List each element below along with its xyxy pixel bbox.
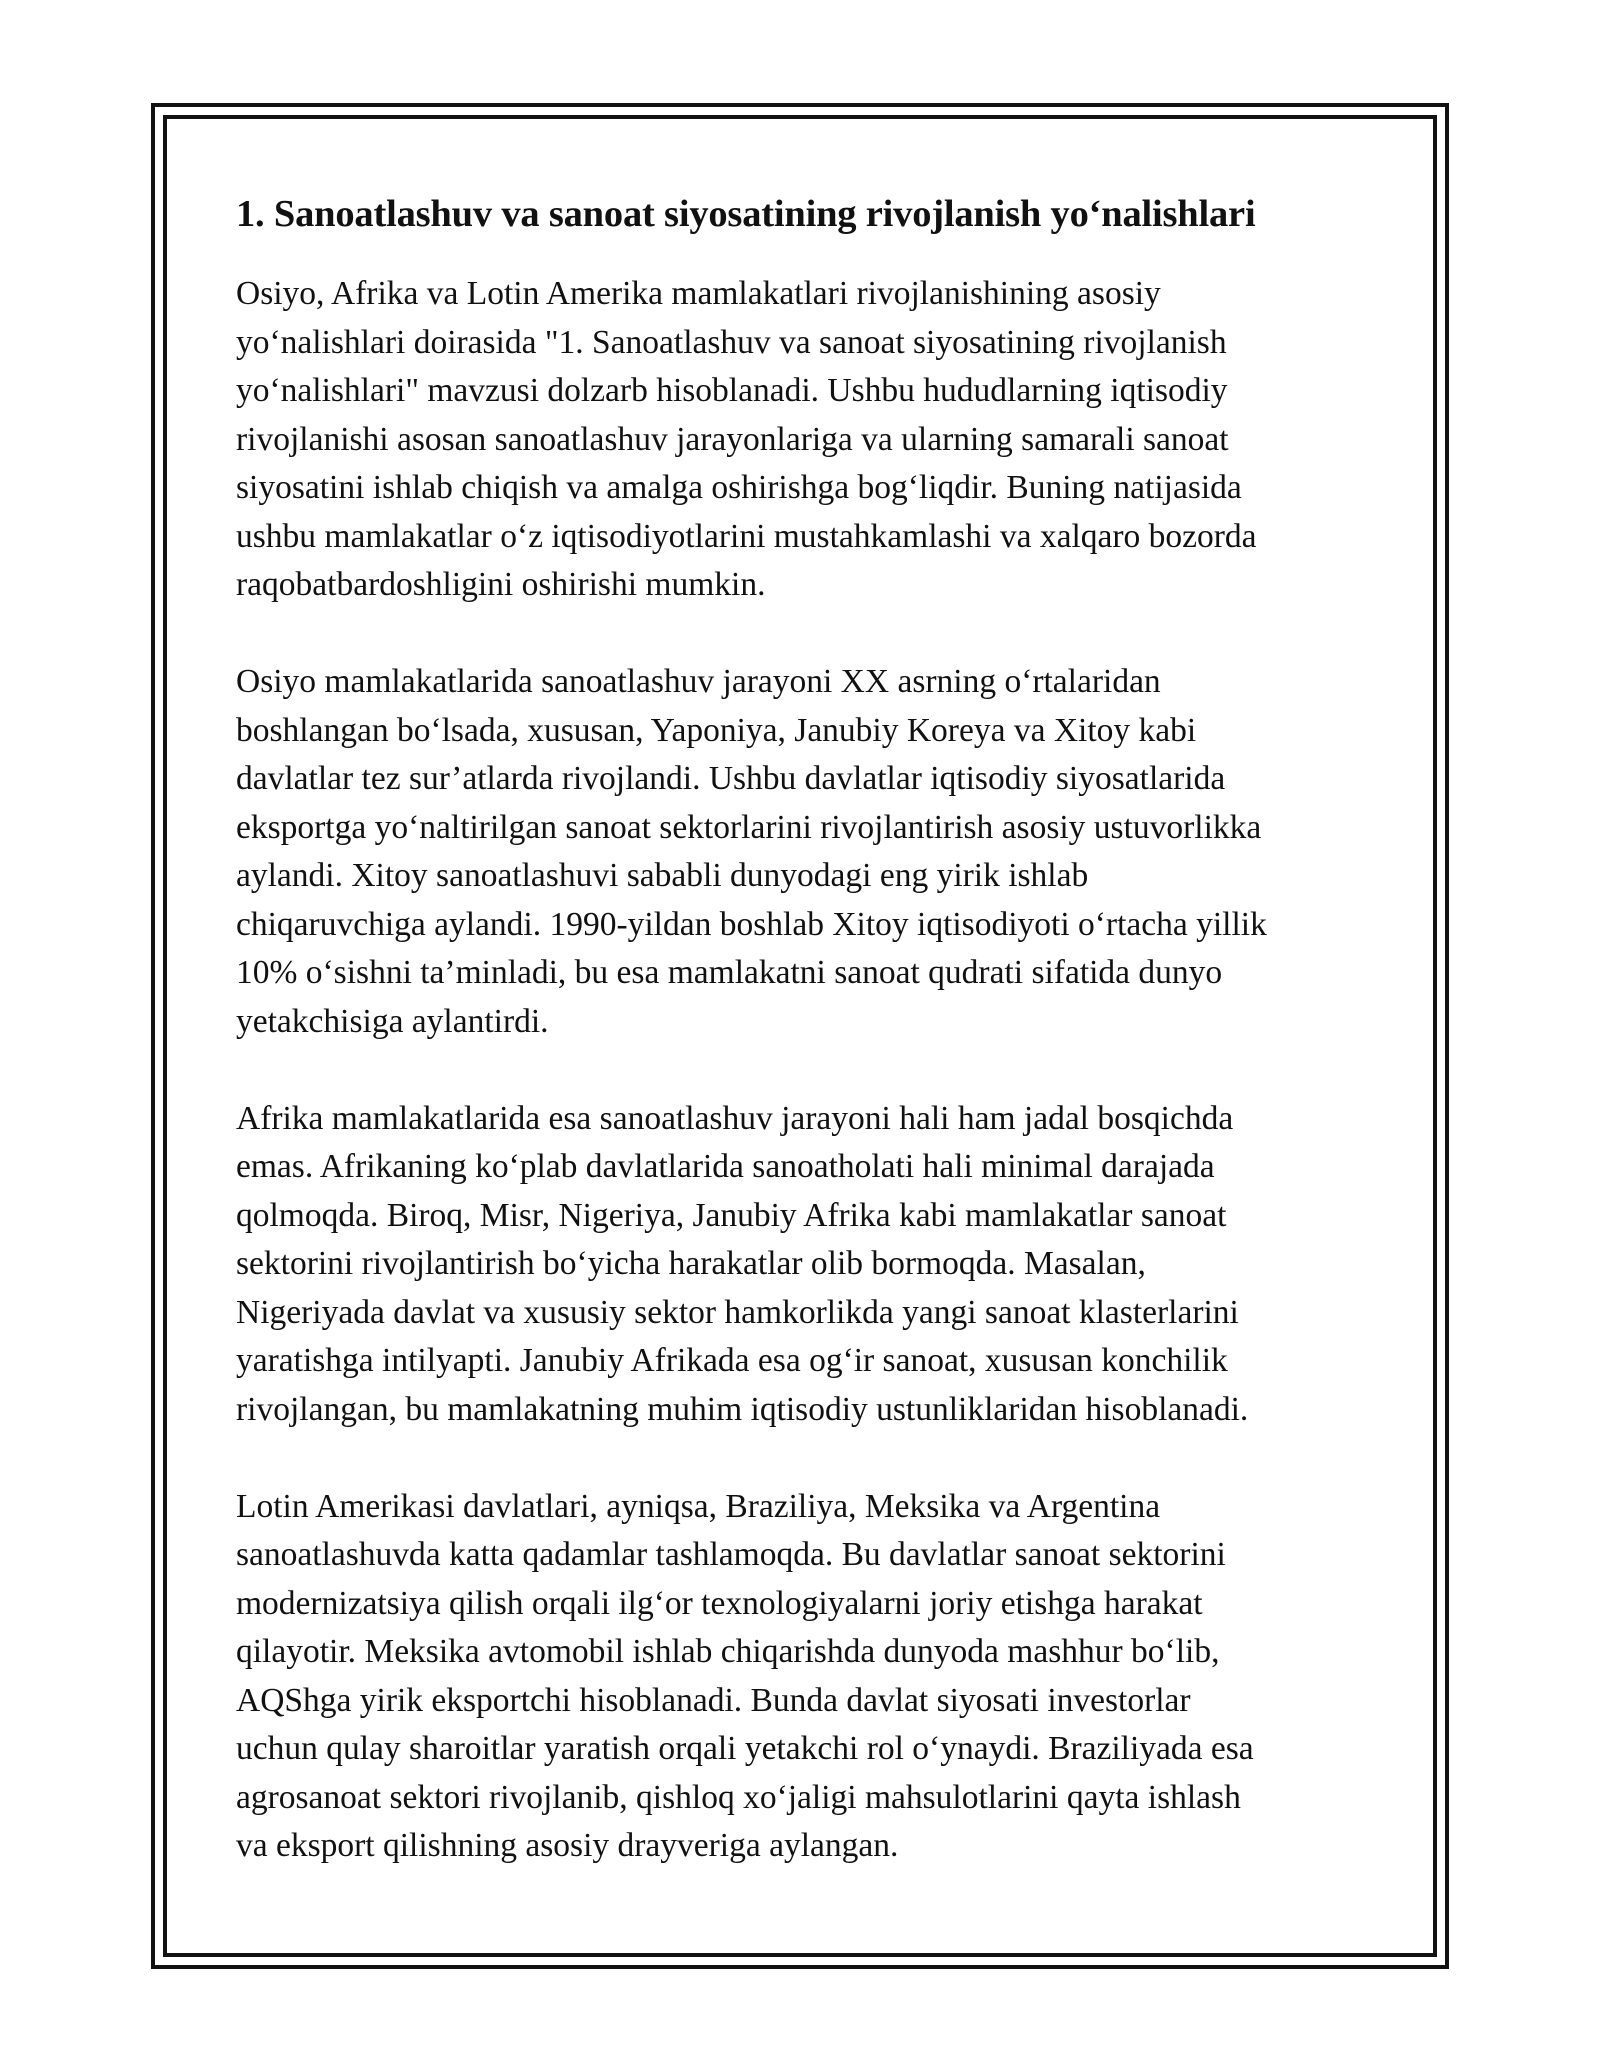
paragraph-line: raqobatbardoshligini oshirishi mumkin. xyxy=(236,566,766,603)
paragraph-line: chiqaruvchiga aylandi. 1990-yildan boshlab Xitoy iqtisodiyoti o‘rtacha yillik xyxy=(236,905,1267,943)
paragraph-line: emas. Afrikaning ko‘plab davlatlarida sanoatholati hali minimal darajada xyxy=(236,1148,1215,1185)
paragraph xyxy=(236,1483,1376,1871)
paragraph-line: rivojlangan, bu mamlakatning muhim iqtisodiy ustunliklaridan hisoblanadi. xyxy=(236,1390,1249,1428)
section-heading: 1. Sanoatlashuv va sanoat siyosatining rivojlanish yo‘nalishlari xyxy=(236,193,1256,235)
paragraph-line: va eksport qilishning asosiy drayveriga aylangan. xyxy=(236,1827,899,1864)
paragraph-line: 10% o‘sishni ta’minladi, bu esa mamlakatni sanoat qudrati sifatida dunyo xyxy=(236,954,1223,991)
paragraph-line: eksportga yo‘naltirilgan sanoat sektorlarini rivojlantirish asosiy ustuvorlikka xyxy=(236,808,1262,846)
paragraph xyxy=(236,1095,1376,1435)
paragraph xyxy=(236,658,1376,1046)
paragraph-line: sektorini rivojlantirish bo‘yicha harakatlar olib bormoqda. Masalan, xyxy=(236,1245,1146,1282)
paragraph-line: sanoatlashuvda katta qadamlar tashlamoqda. Bu davlatlar sanoat sektorini xyxy=(236,1536,1226,1573)
paragraph-line: davlatlar tez sur’atlarda rivojlandi. Ushbu davlatlar iqtisodiy siyosatlarida xyxy=(236,760,1226,797)
paragraph-line: modernizatsiya qilish orqali ilg‘or texnologiyalarni joriy etishga harakat xyxy=(236,1584,1203,1622)
paragraph-line: AQShga yirik eksportchi hisoblanadi. Bunda davlat siyosati investorlar xyxy=(236,1681,1191,1719)
paragraph-line: Afrika mamlakatlarida esa sanoatlashuv jarayoni hali ham jadal bosqichda xyxy=(236,1099,1234,1137)
paragraph-line: Osiyo, Afrika va Lotin Amerika mamlakatlari rivojlanishining asosiy xyxy=(236,275,1161,312)
paragraph-list xyxy=(236,270,1376,1871)
paragraph-line: Nigeriyada davlat va xususiy sektor hamkorlikda yangi sanoat klasterlarini xyxy=(236,1293,1239,1331)
document-body xyxy=(236,188,1376,1919)
paragraph-line: yo‘nalishlari" mavzusi dolzarb hisoblanadi. Ushbu hududlarning iqtisodiy xyxy=(236,372,1228,409)
paragraph-line: ushbu mamlakatlar o‘z iqtisodiyotlarini mustahkamlashi va xalqaro bozorda xyxy=(236,517,1257,555)
paragraph-line: Osiyo mamlakatlarida sanoatlashuv jarayoni XX asrning o‘rtalaridan xyxy=(236,663,1161,700)
paragraph-line: qilayotir. Meksika avtomobil ishlab chiqarishda dunyoda mashhur bo‘lib, xyxy=(236,1633,1220,1670)
paragraph-line: siyosatini ishlab chiqish va amalga oshirishga bog‘liqdir. Buning natijasida xyxy=(236,469,1242,506)
paragraph-line: Lotin Amerikasi davlatlari, ayniqsa, Braziliya, Meksika va Argentina xyxy=(236,1487,1161,1525)
paragraph-line: rivojlanishi asosan sanoatlashuv jarayonlariga va ularning samarali sanoat xyxy=(236,420,1229,458)
paragraph-line: yaratishga intilyapti. Janubiy Afrikada esa og‘ir sanoat, xususan konchilik xyxy=(236,1342,1228,1379)
paragraph-line: boshlangan bo‘lsada, xususan, Yaponiya, Janubiy Koreya va Xitoy kabi xyxy=(236,711,1197,749)
paragraph-line: yetakchisiga aylantirdi. xyxy=(236,1002,549,1040)
paragraph-line: aylandi. Xitoy sanoatlashuvi sababli dunyodagi eng yirik ishlab xyxy=(236,857,1089,894)
paragraph-line: uchun qulay sharoitlar yaratish orqali yetakchi rol o‘ynaydi. Braziliyada esa xyxy=(236,1730,1254,1767)
paragraph-line: agrosanoat sektori rivojlanib, qishloq xo‘jaligi mahsulotlarini qayta ishlash xyxy=(236,1778,1241,1816)
paragraph-line: qolmoqda. Biroq, Misr, Nigeriya, Janubiy Afrika kabi mamlakatlar sanoat xyxy=(236,1196,1227,1234)
paragraph xyxy=(236,270,1376,610)
paragraph-line: yo‘nalishlari doirasida "1. Sanoatlashuv va sanoat siyosatining rivojlanish xyxy=(236,323,1227,361)
